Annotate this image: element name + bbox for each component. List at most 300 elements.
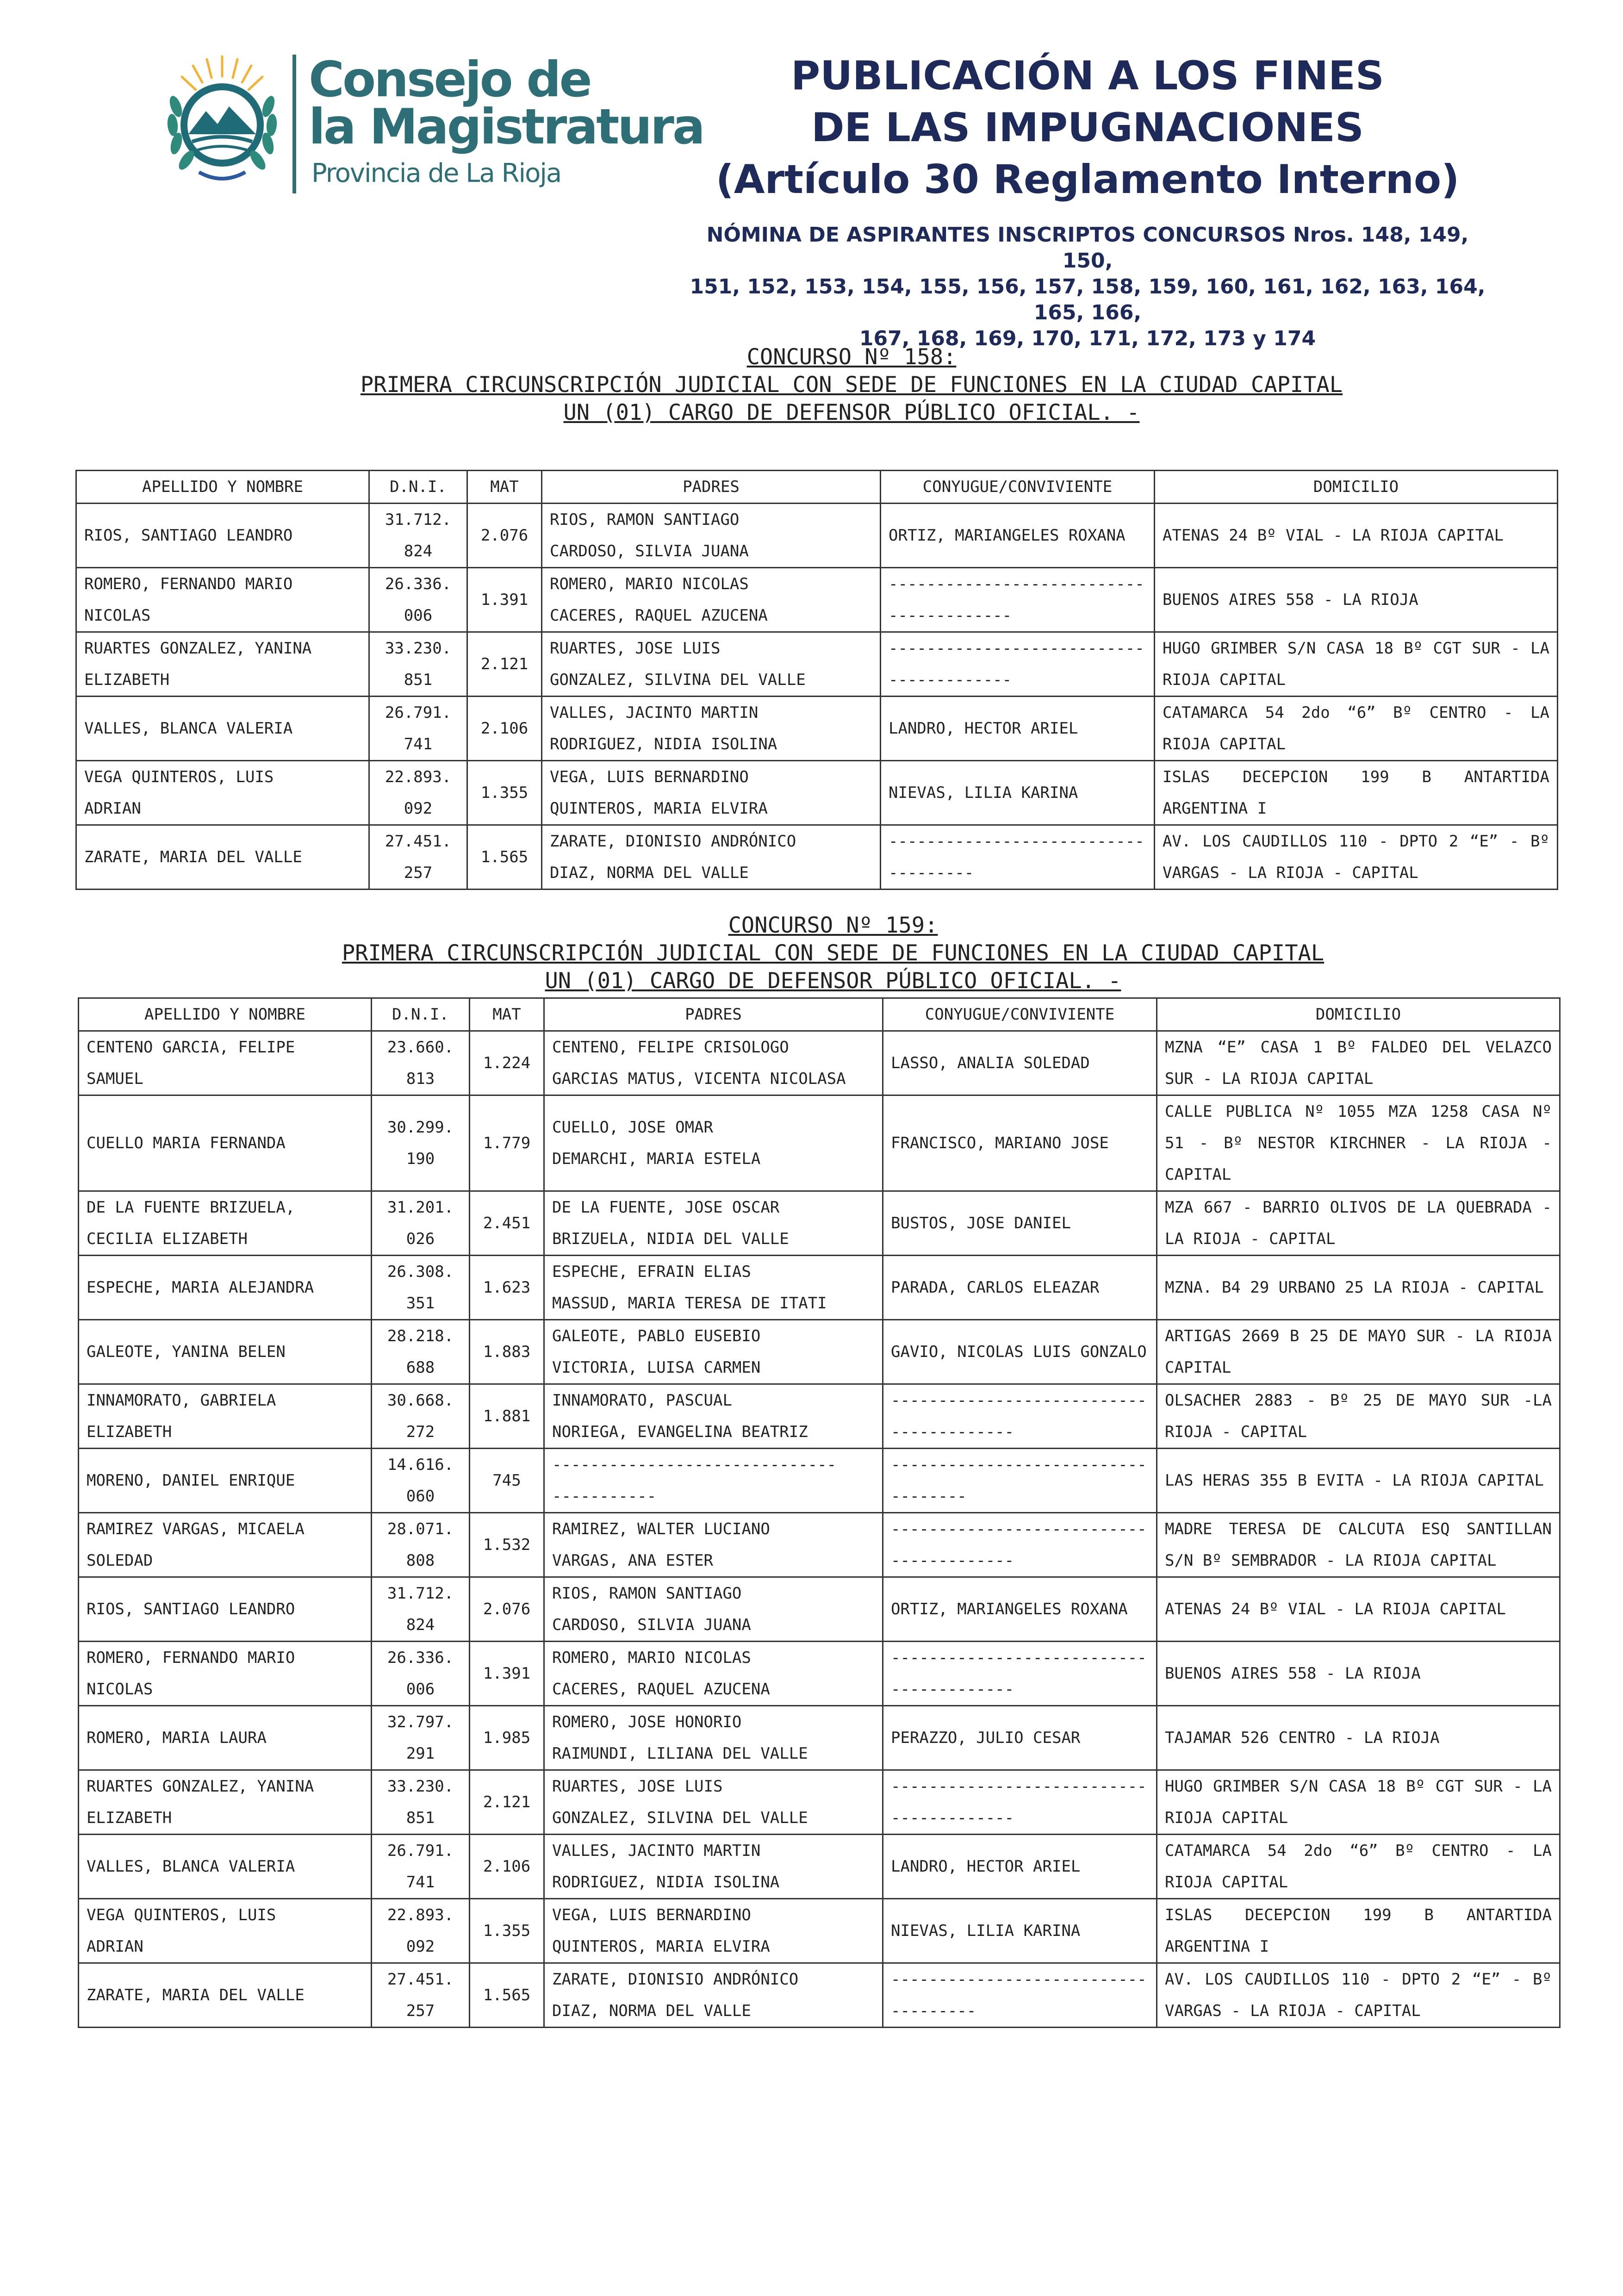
table-row [79,1577,1560,1642]
table-row [79,1095,1560,1191]
nombre-line: SOLEDAD [87,1551,153,1570]
cell-padres [544,1513,883,1577]
cell-mat: 1.623 [470,1256,544,1320]
concurso-number: CONCURSO Nº 159: [728,913,938,938]
dni-line: 257 [404,864,433,882]
cell-dni [372,1963,470,2028]
cell-conyuge: ---------------------------------------- [883,1770,1157,1835]
cell-domicilio: LAS HERAS 355 B EVITA - LA RIOJA CAPITAL [1157,1449,1560,1513]
aspirantes-table-159 [78,997,1561,2028]
nombre-line: DE LA FUENTE BRIZUELA, [87,1198,295,1217]
cell-dni [369,825,467,890]
nomina-line: 151, 152, 153, 154, 155, 156, 157, 158, 159, 160, 161, 162, 163, 164, 165, 166, [690,275,1486,324]
cell-apellido-nombre [76,697,369,761]
cell-conyuge: ------------------------------------ [881,825,1155,890]
padres-line: GARCIAS MATUS, VICENTA NICOLASA [552,1070,846,1088]
table-row [76,761,1558,825]
cell-dni [369,761,467,825]
table-row [76,632,1558,697]
cell-mat: 2.451 [470,1191,544,1256]
nombre-line: ESPECHE, MARIA ALEJANDRA [87,1278,314,1297]
cell-padres [544,1770,883,1835]
cell-domicilio: TAJAMAR 526 CENTRO - LA RIOJA [1157,1706,1560,1770]
dni-line: 28.071. [387,1520,454,1538]
title-line: (Artículo 30 Reglamento Interno) [715,156,1460,203]
dni-line: 30.299. [387,1118,454,1137]
cell-apellido-nombre [79,1256,372,1320]
nombre-line: GALEOTE, YANINA BELEN [87,1343,286,1361]
padres-line: RODRIGUEZ, NIDIA ISOLINA [550,735,777,753]
cell-domicilio: HUGO GRIMBER S/N CASA 18 Bº CGT SUR - LA RIOJA CAPITAL [1157,1770,1560,1835]
dni-line: 27.451. [387,1970,454,1989]
dni-line: 272 [406,1423,435,1441]
table-row [79,1770,1560,1835]
dni-line: 351 [406,1294,435,1313]
dni-line: 808 [406,1551,435,1570]
cell-padres [544,1320,883,1384]
cell-domicilio: HUGO GRIMBER S/N CASA 18 Bº CGT SUR - LA RIOJA CAPITAL [1155,632,1558,697]
header-domicilio: DOMICILIO [1157,998,1560,1031]
cell-conyuge: ---------------------------------------- [883,1642,1157,1706]
padres-line: BRIZUELA, NIDIA DEL VALLE [552,1230,789,1248]
nombre-line: ROMERO, FERNANDO MARIO [87,1649,295,1667]
padres-line: DE LA FUENTE, JOSE OSCAR [552,1198,780,1217]
table-row [79,1642,1560,1706]
nombre-line: RAMIREZ VARGAS, MICAELA [87,1520,305,1538]
cell-domicilio: CALLE PUBLICA Nº 1055 MZA 1258 CASA Nº 51 - Bº NESTOR KIRCHNER - LA RIOJA - CAPITAL [1157,1095,1560,1191]
padres-line: VALLES, JACINTO MARTIN [552,1842,761,1860]
dni-line: 060 [406,1487,435,1506]
cell-mat: 1.355 [467,761,542,825]
cell-dni [372,1706,470,1770]
dni-line: 813 [406,1070,435,1088]
cell-domicilio: MADRE TERESA DE CALCUTA ESQ SANTILLAN S/N Bº SEMBRADOR - LA RIOJA CAPITAL [1157,1513,1560,1577]
nombre-line: INNAMORATO, GABRIELA [87,1391,276,1410]
cell-apellido-nombre [79,1706,372,1770]
cell-padres [542,504,881,568]
title-line: DE LAS IMPUGNACIONES [811,105,1364,151]
nombre-line: RIOS, SANTIAGO LEANDRO [84,526,293,545]
table-row [79,1513,1560,1577]
cell-conyuge: FRANCISCO, MARIANO JOSE [883,1095,1157,1191]
padres-line: ZARATE, DIONISIO ANDRÓNICO [552,1970,799,1989]
cell-mat: 1.355 [470,1899,544,1963]
dni-line: 28.218. [387,1327,454,1345]
cell-padres [544,1449,883,1513]
table-body [76,504,1558,890]
padres-line: ----------- [552,1487,657,1506]
dni-line: 092 [404,799,433,818]
cell-domicilio: ARTIGAS 2669 B 25 DE MAYO SUR - LA RIOJA CAPITAL [1157,1320,1560,1384]
padres-line: ESPECHE, EFRAIN ELIAS [552,1263,751,1281]
nombre-line: CENTENO GARCIA, FELIPE [87,1038,295,1057]
logo [160,51,703,199]
table-row [76,504,1558,568]
cell-padres [544,1191,883,1256]
concurso-cargo: UN (01) CARGO DE DEFENSOR PÚBLICO OFICIAL. - [545,968,1121,994]
cell-dni [372,1449,470,1513]
cell-apellido-nombre [79,1835,372,1899]
nombre-line: SAMUEL [87,1070,143,1088]
nombre-line: CUELLO MARIA FERNANDA [87,1134,286,1152]
dni-line: 092 [406,1937,435,1956]
cell-mat: 2.106 [467,697,542,761]
padres-line: CARDOSO, SILVIA JUANA [550,542,749,560]
cell-dni [372,1642,470,1706]
nombre-line: ZARATE, MARIA DEL VALLE [84,848,302,866]
table-row [79,1031,1560,1095]
cell-padres [542,697,881,761]
cell-padres [542,761,881,825]
cell-conyuge: ------------------------------------ [883,1963,1157,2028]
table-header-row [79,998,1560,1031]
cell-mat: 1.779 [470,1095,544,1191]
nombre-line: ADRIAN [87,1937,143,1956]
cell-dni [372,1031,470,1095]
cell-conyuge: LANDRO, HECTOR ARIEL [883,1835,1157,1899]
dni-line: 33.230. [385,639,452,658]
padres-line: DEMARCHI, MARIA ESTELA [552,1150,761,1168]
cell-domicilio: BUENOS AIRES 558 - LA RIOJA [1155,568,1558,632]
header-padres: PADRES [544,998,883,1031]
padres-line: VARGAS, ANA ESTER [552,1551,713,1570]
dni-line: 31.201. [387,1198,454,1217]
padres-line: RAMIREZ, WALTER LUCIANO [552,1520,770,1538]
cell-domicilio: AV. LOS CAUDILLOS 110 - DPTO 2 “E” - Bº VARGAS - LA RIOJA - CAPITAL [1155,825,1558,890]
cell-domicilio: BUENOS AIRES 558 - LA RIOJA [1157,1642,1560,1706]
cell-padres [544,1031,883,1095]
nombre-line: NICOLAS [84,606,151,625]
padres-line: QUINTEROS, MARIA ELVIRA [552,1937,770,1956]
padres-line: CARDOSO, SILVIA JUANA [552,1616,751,1634]
cell-padres [544,1835,883,1899]
nombre-line: ZARATE, MARIA DEL VALLE [87,1986,305,2004]
header-domicilio: DOMICILIO [1155,471,1558,504]
cell-conyuge: LANDRO, HECTOR ARIEL [881,697,1155,761]
cell-apellido-nombre [79,1095,372,1191]
publication-title [685,50,1490,205]
logo-emblem-icon [160,51,285,190]
padres-line: GALEOTE, PABLO EUSEBIO [552,1327,761,1345]
cell-mat: 2.121 [470,1770,544,1835]
table-body [79,1031,1560,2028]
dni-line: 32.797. [387,1713,454,1731]
cell-padres [544,1095,883,1191]
cell-mat: 1.565 [470,1963,544,2028]
cell-padres [544,1577,883,1642]
cell-dni [372,1899,470,1963]
cell-apellido-nombre [79,1642,372,1706]
cell-mat: 1.391 [467,568,542,632]
cell-domicilio: OLSACHER 2883 - Bº 25 DE MAYO SUR -LA RIOJA - CAPITAL [1157,1384,1560,1449]
cell-dni [369,568,467,632]
dni-line: 824 [406,1616,435,1634]
cell-apellido-nombre [76,761,369,825]
cell-dni [372,1095,470,1191]
dni-line: 26.791. [387,1842,454,1860]
cell-conyuge: ---------------------------------------- [881,632,1155,697]
cell-padres [544,1384,883,1449]
nombre-line: ROMERO, FERNANDO MARIO [84,575,293,593]
header-conyuge: CONYUGUE/CONVIVIENTE [883,998,1157,1031]
nombre-line: VALLES, BLANCA VALERIA [87,1857,295,1876]
padres-line: INNAMORATO, PASCUAL [552,1391,732,1410]
dni-line: 22.893. [385,768,452,786]
cell-apellido-nombre [79,1513,372,1577]
padres-line: VEGA, LUIS BERNARDINO [552,1906,751,1924]
cell-domicilio: MZA 667 - BARRIO OLIVOS DE LA QUEBRADA - LA RIOJA - CAPITAL [1157,1191,1560,1256]
logo-subtitle: Provincia de La Rioja [311,158,561,188]
logo-divider [292,55,296,193]
padres-line: DIAZ, NORMA DEL VALLE [550,864,749,882]
header-apellido-nombre: APELLIDO Y NOMBRE [76,471,369,504]
padres-line: GONZALEZ, SILVINA DEL VALLE [552,1809,808,1827]
cell-domicilio: ISLAS DECEPCION 199 B ANTARTIDA ARGENTINA I [1155,761,1558,825]
logo-name-line2: la Magistratura [309,99,703,155]
header-mat: MAT [467,471,542,504]
padres-line: ROMERO, MARIO NICOLAS [550,575,749,593]
cell-apellido-nombre [76,568,369,632]
table-row [79,1320,1560,1384]
dni-line: 688 [406,1358,435,1377]
nombre-line: ROMERO, MARIA LAURA [87,1729,267,1747]
nombre-line: ELIZABETH [87,1423,172,1441]
cell-domicilio: AV. LOS CAUDILLOS 110 - DPTO 2 “E” - Bº VARGAS - LA RIOJA - CAPITAL [1157,1963,1560,2028]
cell-apellido-nombre [79,1449,372,1513]
cell-apellido-nombre [79,1899,372,1963]
cell-dni [369,504,467,568]
nombre-line: ELIZABETH [84,671,170,689]
cell-apellido-nombre [79,1320,372,1384]
cell-mat: 1.883 [470,1320,544,1384]
dni-line: 26.336. [387,1649,454,1667]
cell-dni [372,1770,470,1835]
nombre-line: MORENO, DANIEL ENRIQUE [87,1471,295,1490]
header-conyuge: CONYUGUE/CONVIVIENTE [881,471,1155,504]
padres-line: RUARTES, JOSE LUIS [552,1777,723,1796]
table-row [79,1835,1560,1899]
padres-line: QUINTEROS, MARIA ELVIRA [550,799,768,818]
padres-line: RUARTES, JOSE LUIS [550,639,721,658]
padres-line: RIOS, RAMON SANTIAGO [550,510,740,529]
table-row [79,1963,1560,2028]
dni-line: 26.308. [387,1263,454,1281]
concurso-cargo: UN (01) CARGO DE DEFENSOR PÚBLICO OFICIAL. - [563,400,1140,425]
dni-line: 190 [406,1150,435,1168]
cell-dni [372,1256,470,1320]
cell-conyuge: ORTIZ, MARIANGELES ROXANA [883,1577,1157,1642]
cell-padres [544,1963,883,2028]
cell-padres [544,1706,883,1770]
nombre-line: NICOLAS [87,1680,153,1699]
table-row [76,825,1558,890]
concurso-number: CONCURSO Nº 158: [746,344,957,370]
cell-dni [372,1513,470,1577]
cell-apellido-nombre [76,632,369,697]
concurso-158-title [259,343,1444,427]
padres-line: ZARATE, DIONISIO ANDRÓNICO [550,832,796,851]
cell-mat: 1.224 [470,1031,544,1095]
padres-line: RODRIGUEZ, NIDIA ISOLINA [552,1873,780,1892]
aspirantes-table-158 [75,470,1558,890]
cell-mat: 2.121 [467,632,542,697]
dni-line: 23.660. [387,1038,454,1057]
dni-line: 30.668. [387,1391,454,1410]
dni-line: 741 [406,1873,435,1892]
table-row [76,697,1558,761]
dni-line: 26.336. [385,575,452,593]
cell-conyuge: ---------------------------------------- [883,1384,1157,1449]
cell-dni [372,1320,470,1384]
cell-padres [542,568,881,632]
cell-domicilio: CATAMARCA 54 2do “6” Bº CENTRO - LA RIOJA CAPITAL [1157,1835,1560,1899]
padres-line: VEGA, LUIS BERNARDINO [550,768,749,786]
cell-conyuge: PARADA, CARLOS ELEAZAR [883,1256,1157,1320]
dni-line: 291 [406,1744,435,1763]
cell-padres [542,825,881,890]
nombre-line: ADRIAN [84,799,141,818]
cell-dni [369,632,467,697]
table-row [79,1706,1560,1770]
cell-padres [542,632,881,697]
padres-line: CACERES, RAQUEL AZUCENA [550,606,768,625]
table-header-row [76,471,1558,504]
cell-conyuge: NIEVAS, LILIA KARINA [883,1899,1157,1963]
nomina-line: 167, 168, 169, 170, 171, 172, 173 y 174 [859,327,1316,350]
cell-conyuge: ---------------------------------------- [881,568,1155,632]
dni-line: 026 [406,1230,435,1248]
concurso-circumscription: PRIMERA CIRCUNSCRIPCIÓN JUDICIAL CON SEDE DE FUNCIONES EN LA CIUDAD CAPITAL [360,372,1343,398]
cell-conyuge: ORTIZ, MARIANGELES ROXANA [881,504,1155,568]
dni-line: 33.230. [387,1777,454,1796]
padres-line: RAIMUNDI, LILIANA DEL VALLE [552,1744,808,1763]
nombre-line: VEGA QUINTEROS, LUIS [87,1906,276,1924]
cell-apellido-nombre [76,825,369,890]
cell-conyuge: ----------------------------------- [883,1449,1157,1513]
padres-line: MASSUD, MARIA TERESA DE ITATI [552,1294,827,1313]
cell-apellido-nombre [76,504,369,568]
header-dni: D.N.I. [369,471,467,504]
cell-domicilio: ATENAS 24 Bº VIAL - LA RIOJA CAPITAL [1155,504,1558,568]
cell-conyuge: ---------------------------------------- [883,1513,1157,1577]
table-row [79,1191,1560,1256]
cell-dni [372,1191,470,1256]
padres-line: VICTORIA, LUISA CARMEN [552,1358,761,1377]
cell-dni [372,1384,470,1449]
nombre-line: RUARTES GONZALEZ, YANINA [84,639,312,658]
concurso-circumscription: PRIMERA CIRCUNSCRIPCIÓN JUDICIAL CON SEDE DE FUNCIONES EN LA CIUDAD CAPITAL [342,940,1325,966]
cell-mat: 1.985 [470,1706,544,1770]
table-row [79,1384,1560,1449]
cell-dni [369,697,467,761]
cell-mat: 2.076 [467,504,542,568]
cell-domicilio: MZNA. B4 29 URBANO 25 LA RIOJA - CAPITAL [1157,1256,1560,1320]
nombre-line: RUARTES GONZALEZ, YANINA [87,1777,314,1796]
cell-padres [544,1256,883,1320]
cell-domicilio: ISLAS DECEPCION 199 B ANTARTIDA ARGENTINA I [1157,1899,1560,1963]
cell-apellido-nombre [79,1191,372,1256]
cell-mat: 745 [470,1449,544,1513]
dni-line: 26.791. [385,703,452,722]
cell-domicilio: ATENAS 24 Bº VIAL - LA RIOJA CAPITAL [1157,1577,1560,1642]
padres-line: GONZALEZ, SILVINA DEL VALLE [550,671,806,689]
dni-line: 14.616. [387,1456,454,1474]
cell-mat: 1.881 [470,1384,544,1449]
cell-domicilio: MZNA “E” CASA 1 Bº FALDEO DEL VELAZCO SUR - LA RIOJA CAPITAL [1157,1031,1560,1095]
title-line: PUBLICACIÓN A LOS FINES [791,53,1384,99]
dni-line: 741 [404,735,433,753]
dni-line: 27.451. [385,832,452,851]
cell-dni [372,1577,470,1642]
nomina-line: NÓMINA DE ASPIRANTES INSCRIPTOS CONCURSOS Nros. 148, 149, 150, [706,223,1469,273]
cell-mat: 1.565 [467,825,542,890]
nombre-line: VEGA QUINTEROS, LUIS [84,768,274,786]
nombre-line: ELIZABETH [87,1809,172,1827]
dni-line: 006 [406,1680,435,1699]
padres-line: CACERES, RAQUEL AZUCENA [552,1680,770,1699]
dni-line: 22.893. [387,1906,454,1924]
padres-line: DIAZ, NORMA DEL VALLE [552,2002,751,2020]
table-row [79,1899,1560,1963]
padres-line: ROMERO, JOSE HONORIO [552,1713,742,1731]
nombre-line: VALLES, BLANCA VALERIA [84,719,293,738]
cell-padres [544,1899,883,1963]
header-padres: PADRES [542,471,881,504]
logo-name-line1: Consejo de [309,51,591,108]
padres-line: ------------------------------ [552,1456,837,1474]
padres-line: NORIEGA, EVANGELINA BEATRIZ [552,1423,808,1441]
cell-conyuge: NIEVAS, LILIA KARINA [881,761,1155,825]
dni-line: 851 [404,671,433,689]
cell-domicilio: CATAMARCA 54 2do “6” Bº CENTRO - LA RIOJA CAPITAL [1155,697,1558,761]
dni-line: 851 [406,1809,435,1827]
cell-conyuge: PERAZZO, JULIO CESAR [883,1706,1157,1770]
cell-apellido-nombre [79,1770,372,1835]
table-row [79,1449,1560,1513]
dni-line: 006 [404,606,433,625]
padres-line: ROMERO, MARIO NICOLAS [552,1649,751,1667]
table-row [76,568,1558,632]
cell-mat: 1.391 [470,1642,544,1706]
nombre-line: RIOS, SANTIAGO LEANDRO [87,1600,295,1618]
dni-line: 31.712. [385,510,452,529]
nomina-heading [680,222,1495,352]
padres-line: RIOS, RAMON SANTIAGO [552,1584,742,1603]
header-mat: MAT [470,998,544,1031]
cell-apellido-nombre [79,1963,372,2028]
cell-apellido-nombre [79,1577,372,1642]
cell-mat: 2.076 [470,1577,544,1642]
dni-line: 31.712. [387,1584,454,1603]
cell-conyuge: BUSTOS, JOSE DANIEL [883,1191,1157,1256]
header-apellido-nombre: APELLIDO Y NOMBRE [79,998,372,1031]
table-row [79,1256,1560,1320]
nombre-line: CECILIA ELIZABETH [87,1230,248,1248]
cell-mat: 2.106 [470,1835,544,1899]
cell-conyuge: LASSO, ANALIA SOLEDAD [883,1031,1157,1095]
cell-padres [544,1642,883,1706]
cell-mat: 1.532 [470,1513,544,1577]
dni-line: 824 [404,542,433,560]
cell-dni [372,1835,470,1899]
cell-apellido-nombre [79,1031,372,1095]
cell-conyuge: GAVIO, NICOLAS LUIS GONZALO [883,1320,1157,1384]
header-dni: D.N.I. [372,998,470,1031]
padres-line: VALLES, JACINTO MARTIN [550,703,759,722]
padres-line: CUELLO, JOSE OMAR [552,1118,713,1137]
padres-line: CENTENO, FELIPE CRISOLOGO [552,1038,789,1057]
cell-apellido-nombre [79,1384,372,1449]
